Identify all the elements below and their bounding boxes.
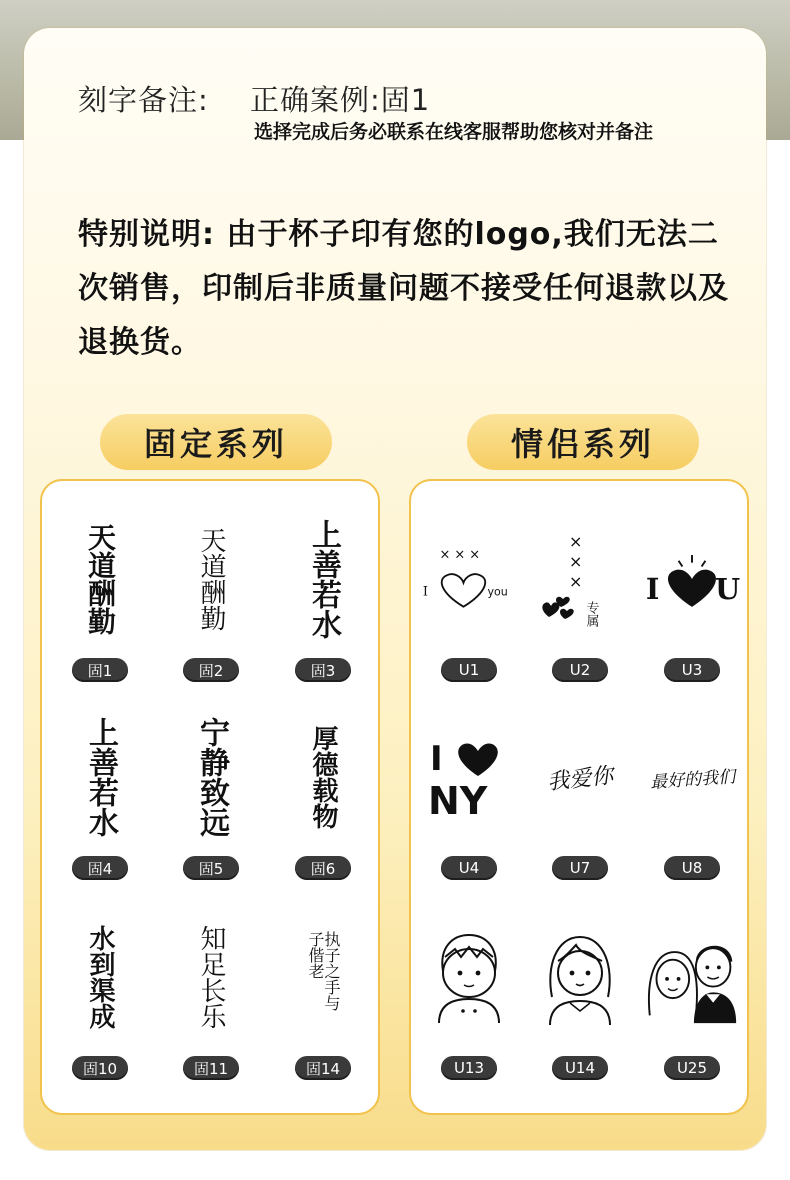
option-gu10[interactable] [44,907,156,1087]
hearts-icon [535,521,625,637]
option-u1[interactable] [413,509,525,689]
calligraphy-art: 宁静致远 [194,717,229,837]
design-art [532,907,628,1047]
option-code: 固3 [295,658,351,682]
option-u14[interactable] [524,907,636,1087]
calligraphy-art: 知足长乐 [196,925,226,1029]
design-art [421,707,517,847]
option-code: U8 [664,856,720,880]
fixed-series-title: 固定系列 [100,414,332,470]
option-gu1[interactable] [44,509,156,689]
heart-icon [424,732,514,822]
option-code: U7 [552,856,608,880]
option-code: 固1 [72,658,128,682]
engraving-note-label: 刻字备注: [78,83,209,117]
option-code: U3 [664,658,720,682]
design-art: 最好的我们 [649,766,736,793]
svg-text:I: I [422,584,428,600]
calligraphy-art: 执子之手与子偕老 [306,931,341,1011]
svg-text:专属: 专属 [583,601,599,627]
option-code: 固14 [295,1056,351,1080]
option-code: 固10 [72,1056,128,1080]
design-art [644,509,740,649]
option-code: 固4 [72,856,128,880]
option-code: 固11 [183,1056,239,1080]
option-u7[interactable] [524,707,636,887]
option-u13[interactable] [413,907,525,1087]
option-code: U1 [441,658,497,682]
option-u8[interactable] [636,707,748,887]
svg-text:×: × [569,572,583,591]
option-u3[interactable] [636,509,748,689]
calligraphy-art: 天道酬勤 [196,527,226,631]
svg-text:I: I [645,572,660,607]
option-gu4[interactable] [44,707,156,887]
boy-avatar-icon [429,927,509,1027]
calligraphy-art: 上善若水 [83,717,118,837]
svg-text:× × ×: × × × [439,547,481,563]
option-gu14[interactable] [267,907,379,1087]
design-art [421,509,517,649]
option-code: U25 [664,1056,720,1080]
svg-text:×: × [569,532,583,551]
design-art [644,907,740,1047]
svg-text:×: × [569,552,583,571]
option-gu6[interactable] [267,707,379,887]
option-gu11[interactable] [155,907,267,1087]
option-code: U2 [552,658,608,682]
option-code: U14 [552,1056,608,1080]
design-art [532,509,628,649]
engraving-instruction: 选择完成后务必联系在线客服帮助您核对并备注 [254,121,654,143]
girl-avatar-icon [540,927,620,1027]
calligraphy-art: 水到渠成 [85,925,115,1029]
svg-text:I: I [430,739,443,779]
couple-series-panel [409,479,749,1115]
svg-text:you: you [487,585,508,599]
option-gu2[interactable] [155,509,267,689]
calligraphy-art: 上善若水 [306,519,341,639]
heart-icon [644,544,740,614]
option-code: 固6 [295,856,351,880]
engraving-note-example: 正确案例:固1 [250,83,431,117]
option-code: U13 [441,1056,497,1080]
calligraphy-art: 厚德载物 [308,725,338,829]
fixed-series-panel [40,479,380,1115]
option-code: 固2 [183,658,239,682]
special-notice: 特别说明: 由于杯子印有您的logo,我们无法二次销售，印制后非质量问题不接受任何退款以及退换货。 [78,217,729,360]
couple-portrait-icon [644,927,740,1027]
option-code: 固5 [183,856,239,880]
option-u2[interactable] [524,509,636,689]
option-code: U4 [441,856,497,880]
design-art [421,907,517,1047]
option-gu5[interactable] [155,707,267,887]
couple-series-title: 情侣系列 [467,414,699,470]
option-gu3[interactable] [267,509,379,689]
calligraphy-art: 天道酬勤 [84,523,117,635]
option-u25[interactable] [636,907,748,1087]
engraving-note [78,78,431,119]
option-u4[interactable] [413,707,525,887]
heart-icon [421,539,517,619]
svg-text:U: U [715,572,740,607]
design-art: 我爱你 [546,763,615,795]
svg-text:NY: NY [428,779,488,822]
